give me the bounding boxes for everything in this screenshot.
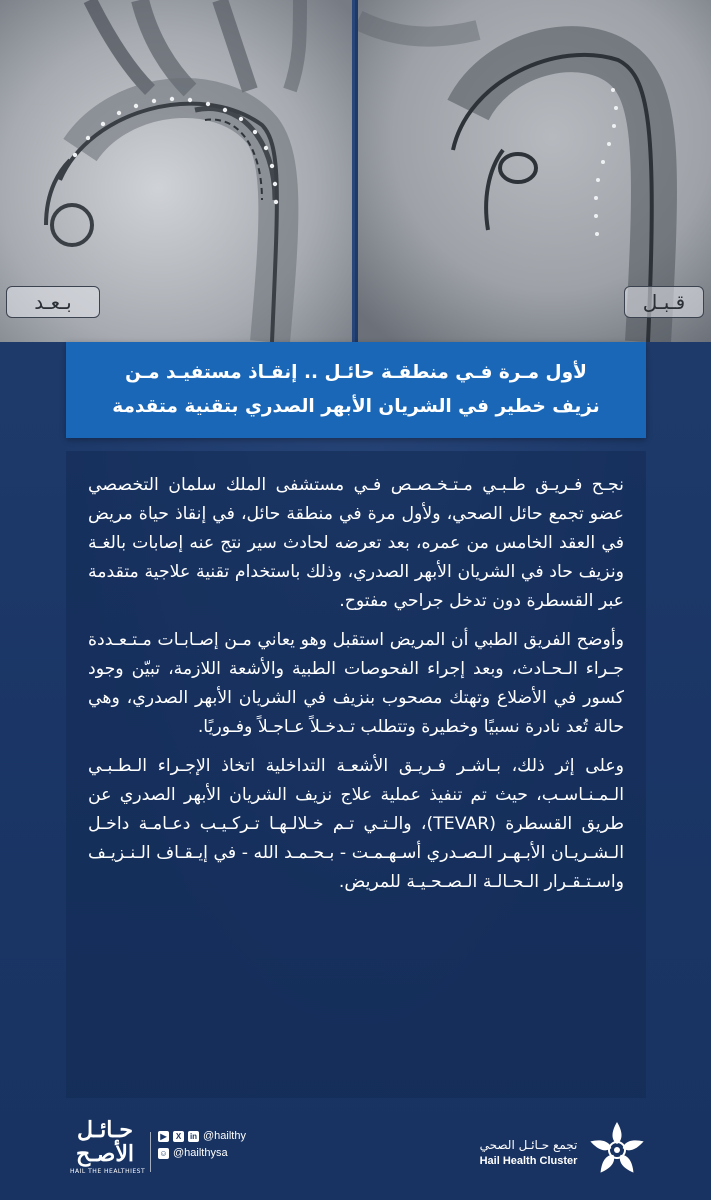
cluster-name-english: Hail Health Cluster: [479, 1155, 578, 1167]
brand-arabic: حـائـل الأصـح: [76, 1117, 134, 1167]
brand-english: HAIL THE HEALTHIEST: [70, 1168, 146, 1175]
headline-banner: [66, 342, 646, 438]
snapchat-icon[interactable]: ☺: [159, 1149, 168, 1158]
hail-health-cluster-logo: [470, 1118, 670, 1182]
xray-after-image: [0, 0, 352, 342]
cluster-name-arabic: تجمع حـائـل الصحي: [479, 1138, 578, 1152]
social-handle-snap[interactable]: @hailthysa: [173, 1147, 228, 1159]
social-handle-x[interactable]: @hailthy: [203, 1130, 246, 1142]
paragraph-3: وعلى إثر ذلك، بـاشـر فـريـق الأشعـة التداخلية اتخاذ الإجـراء الـطـبـي الـمـنـاسـب، حيث تم تنفيذ عملية علاج نزيف الشريان الأبهر الصدري عن طريق القسطرة (TEVAR)، والـتـي تـم خـلالـهـا تـركـيـب دعـامـة داخـل الـشـريـان الأبـهـر الـصـدري أسـهـمـت - بـحـمـد الله - في إيـقـاف الـنـزيـف واسـتـقـرار الـحـالـة الـصـحـيـة للمريض.: [88, 756, 624, 892]
paragraph-2: وأوضح الفريق الطبي أن المريض استقبل وهو يعاني مـن إصـابـات مـتـعـددة جـراء الـحـادث، وبعد إجراء الفحوصات الطبية والأشعة اللازمة، تبيّن وجود كسور في الأضلاع وتهتك مصحوب بنزيف في الشريان الأبهر الصدري، وهي حالة تُعد نادرة نسبيًا وخطيرة وتتطلب تـدخـلاً عـاجـلاً وفـوريًا.: [88, 630, 624, 737]
cluster-emblem-icon: [586, 1120, 648, 1180]
after-label: بـعـد: [6, 286, 100, 318]
youtube-icon[interactable]: ▶: [158, 1131, 169, 1142]
before-label: قـبـل: [624, 286, 704, 318]
headline-line-2: نزيف خطير في الشريان الأبهر الصدري بتقنية متقدمة: [112, 396, 600, 417]
footer-divider: [150, 1132, 151, 1172]
hail-healthiest-logo: [70, 1118, 160, 1184]
linkedin-icon[interactable]: in: [189, 1132, 198, 1141]
social-links: [158, 1128, 246, 1162]
article-body: [66, 451, 646, 1098]
paragraph-1: نجـح فـريـق طـبـي مـتـخـصـص فـي مستشفى الملك سلمان التخصصي عضو تجمع حائل الصحي، ولأول مرة في منطقة حائل، في إنقاذ حياة مريض في العقد الخامس من عمره، بعد تعرضه لحادث سير نتج عنه إصابات بالغـة ونزيف حاد في الشريان الأبهر الصدري، وذلك باستخدام تقنية علاجية متقدمة عبر القسطرة دون تدخل جراحي مفتوح.: [88, 475, 624, 611]
headline-line-1: لأول مـرة فـي منطقـة حائـل .. إنقـاذ مستفيـد مـن: [125, 362, 587, 383]
x-icon[interactable]: X: [173, 1131, 184, 1142]
xray-before-image: [358, 0, 711, 342]
